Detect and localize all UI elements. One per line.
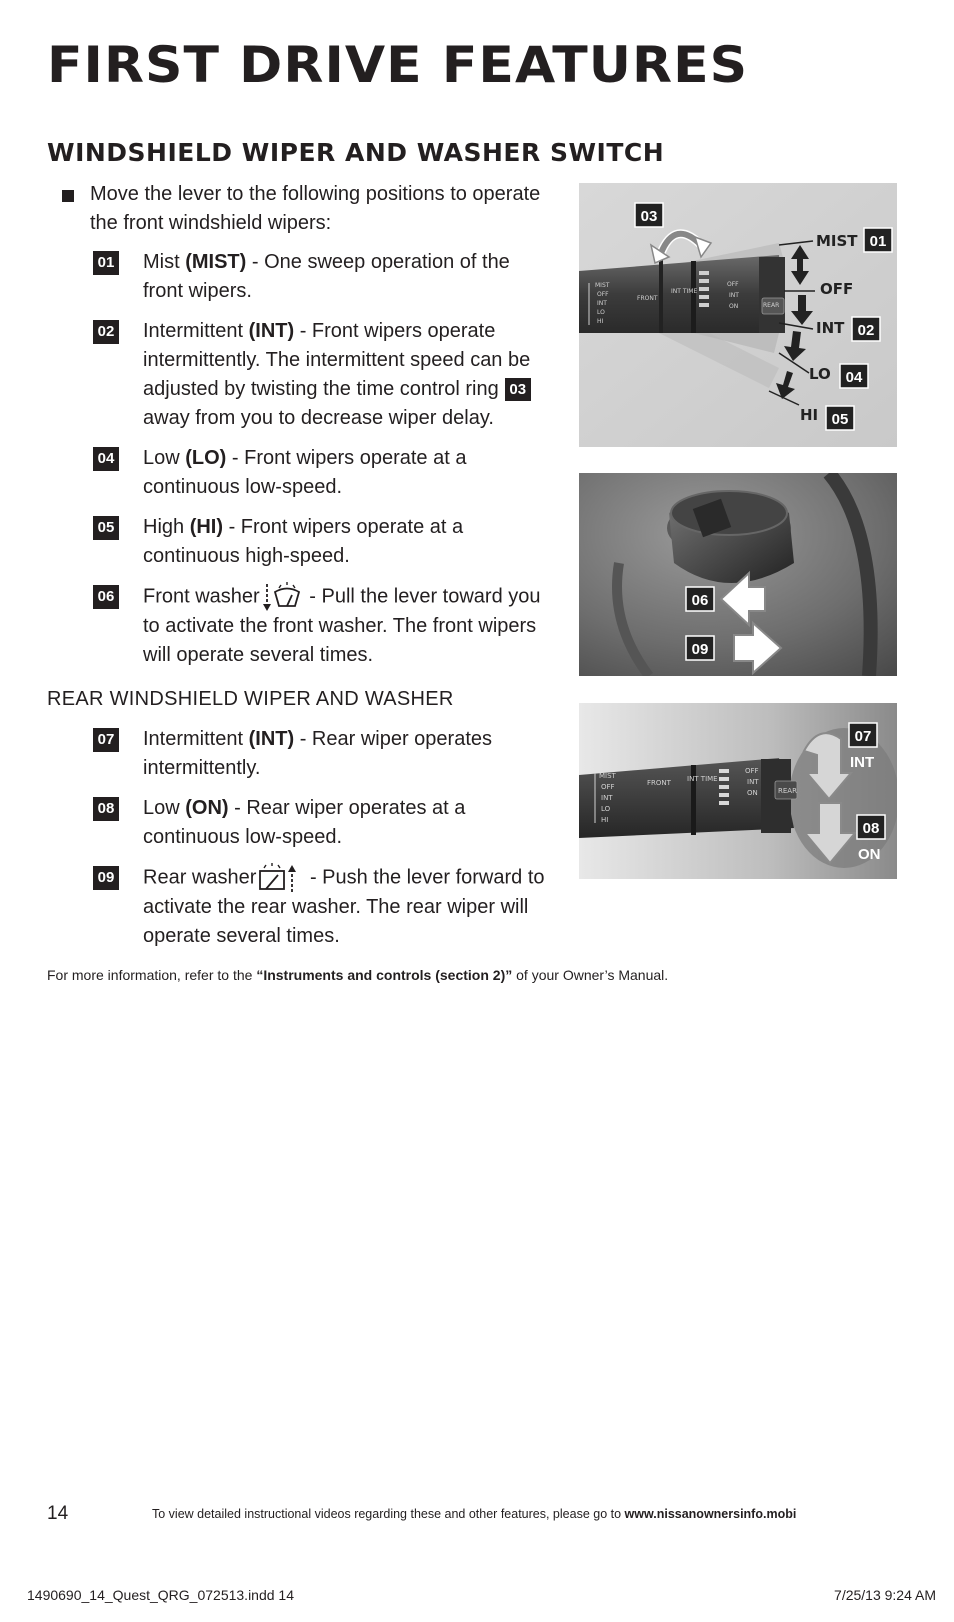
lever-label-rear: REAR bbox=[763, 302, 780, 309]
figure-front-svg bbox=[579, 183, 897, 447]
item-text: Intermittent bbox=[143, 320, 249, 342]
item-number: 01 bbox=[93, 251, 119, 275]
figure-rear-wiper-switch bbox=[579, 703, 897, 879]
figure-washer-svg bbox=[579, 473, 897, 676]
item-desc: - Push the lever forward to activate the rear washer. The rear wiper will operate several times. bbox=[143, 866, 545, 947]
lever-label-int: INT bbox=[601, 794, 613, 802]
item-keyword: (MIST) bbox=[185, 251, 247, 273]
bullet-square bbox=[62, 190, 74, 202]
item-number: 02 bbox=[93, 320, 119, 344]
lever-label-front: FRONT bbox=[647, 779, 671, 787]
item-number: 07 bbox=[93, 728, 119, 752]
footer-video-note bbox=[152, 1507, 796, 1521]
item-text: High bbox=[143, 516, 190, 538]
section-title: WINDSHIELD WIPER AND WASHER SWITCH bbox=[47, 138, 665, 167]
position-label-int: INT bbox=[816, 319, 845, 337]
lever-label-off: OFF bbox=[601, 783, 615, 791]
position-label-hi: HI bbox=[800, 406, 819, 424]
figure-front-wiper-positions bbox=[579, 183, 897, 447]
badge-06: 06 bbox=[691, 592, 709, 609]
badge-02: 02 bbox=[857, 322, 875, 339]
lever-label-lo: LO bbox=[601, 805, 611, 813]
ref-number: 03 bbox=[505, 378, 531, 401]
position-label-lo: LO bbox=[809, 365, 831, 383]
page-number: 14 bbox=[47, 1503, 69, 1524]
item-desc: - Rear wiper operates intermittently. bbox=[143, 728, 493, 779]
position-label-off: OFF bbox=[820, 280, 854, 298]
lever-label-off: OFF bbox=[597, 291, 609, 298]
item-text: Low bbox=[143, 797, 186, 819]
item-number: 09 bbox=[93, 866, 119, 890]
lever-label-on: ON bbox=[747, 789, 758, 797]
lever-label-mist: MIST bbox=[595, 282, 610, 289]
item-text: Front washer bbox=[143, 585, 260, 608]
item-front-washer bbox=[93, 582, 553, 670]
print-slug-file: 1490690_14_Quest_QRG_072513.indd 14 bbox=[27, 1587, 294, 1603]
footnote-reference: “Instruments and controls (section 2)” bbox=[256, 967, 513, 983]
item-desc: - Rear wiper operates at a continuous low-speed. bbox=[143, 797, 466, 848]
item-desc: - Front wipers operate at a continuous high-speed. bbox=[143, 516, 464, 567]
item-desc-cont: away from you to decrease wiper delay. bbox=[143, 407, 494, 429]
lever-label-int-time: INT TIME bbox=[687, 775, 718, 783]
intro-text: Move the lever to the following positions to operate the front windshield wipers: bbox=[90, 183, 541, 234]
lever-label-on: ON bbox=[729, 303, 739, 310]
footnote-text: For more information, refer to the bbox=[47, 967, 257, 983]
position-label-on: ON bbox=[858, 846, 881, 863]
front-washer-icon bbox=[262, 582, 302, 612]
lever-label-off-rear: OFF bbox=[727, 281, 739, 288]
item-text: Intermittent bbox=[143, 728, 249, 750]
badge-08: 08 bbox=[862, 820, 880, 837]
badge-03: 03 bbox=[640, 208, 658, 225]
figure-washer-lever bbox=[579, 473, 897, 676]
position-label-mist: MIST bbox=[816, 232, 858, 250]
lever-label-mist: MIST bbox=[599, 772, 616, 780]
badge-05: 05 bbox=[831, 411, 849, 428]
page-title: FIRST DRIVE FEATURES bbox=[47, 36, 749, 94]
intro-paragraph bbox=[62, 180, 552, 238]
badge-04: 04 bbox=[845, 369, 863, 386]
rear-washer-icon bbox=[258, 863, 302, 893]
lever-label-rear: REAR bbox=[778, 787, 797, 795]
print-slug-date: 7/25/13 9:24 AM bbox=[834, 1587, 936, 1603]
item-low bbox=[93, 444, 553, 502]
item-mist bbox=[93, 248, 553, 306]
lever-label-hi: HI bbox=[601, 816, 609, 824]
footer-link[interactable]: www.nissanownersinfo.mobi bbox=[624, 1507, 797, 1521]
item-keyword: (ON) bbox=[185, 797, 229, 819]
badge-01: 01 bbox=[869, 233, 887, 250]
item-text: Mist bbox=[143, 251, 186, 273]
item-number: 08 bbox=[93, 797, 119, 821]
lever-label-int-rear: INT bbox=[747, 778, 759, 786]
item-number: 05 bbox=[93, 516, 119, 540]
lever-label-off-rear: OFF bbox=[745, 767, 759, 775]
badge-07: 07 bbox=[854, 728, 872, 745]
rear-heading: REAR WINDSHIELD WIPER AND WASHER bbox=[47, 688, 454, 710]
badge-09: 09 bbox=[691, 641, 709, 658]
footer-text: To view detailed instructional videos regarding these and other features, please go to bbox=[152, 1507, 625, 1521]
item-keyword: (INT) bbox=[248, 320, 295, 342]
lever-label-int-time: INT TIME bbox=[671, 288, 698, 295]
lever-label-int: INT bbox=[597, 300, 607, 307]
item-number: 04 bbox=[93, 447, 119, 471]
item-keyword: (LO) bbox=[185, 447, 227, 469]
item-intermittent bbox=[93, 317, 553, 433]
item-desc: - Front wipers operate at a continuous low-speed. bbox=[143, 447, 467, 498]
lever-label-int-rear: INT bbox=[729, 292, 739, 299]
item-text: Rear washer bbox=[143, 866, 257, 889]
item-desc: - Pull the lever toward you to activate the front washer. The front wipers will operate several times. bbox=[143, 585, 541, 666]
lever-label-hi: HI bbox=[597, 318, 604, 325]
item-text: Low bbox=[143, 447, 186, 469]
item-rear-intermittent bbox=[93, 725, 553, 783]
figure-rear-svg bbox=[579, 703, 897, 879]
item-rear-washer bbox=[93, 863, 553, 951]
lever-label-lo: LO bbox=[597, 309, 605, 316]
item-desc: - One sweep operation of the front wipers. bbox=[143, 251, 510, 302]
lever-label-front: FRONT bbox=[637, 295, 658, 302]
item-desc: - Front wipers operate intermittently. The intermittent speed can be adjusted by twisting the time control ring bbox=[143, 320, 531, 400]
position-label-int: INT bbox=[850, 754, 875, 771]
item-high bbox=[93, 513, 553, 571]
item-keyword: (INT) bbox=[248, 728, 295, 750]
footnote-text-end: of your Owner’s Manual. bbox=[512, 967, 669, 983]
footnote bbox=[47, 966, 668, 984]
item-number: 06 bbox=[93, 585, 119, 609]
item-keyword: (HI) bbox=[189, 516, 224, 538]
item-rear-low bbox=[93, 794, 553, 852]
